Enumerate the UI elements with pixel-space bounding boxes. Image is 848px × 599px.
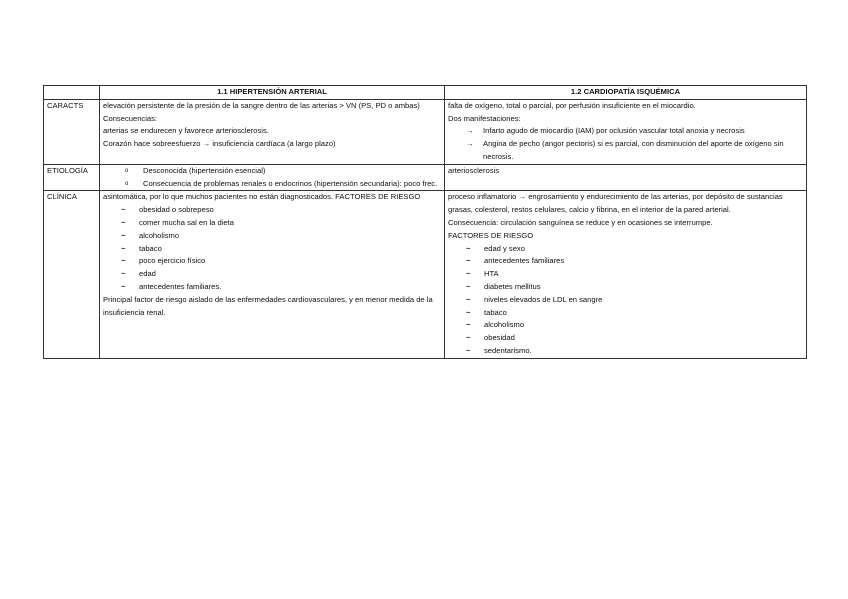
list-item-text: tabaco	[139, 243, 162, 253]
list-item-text: comer mucha sal en la dieta	[139, 217, 234, 227]
row-caracts	[44, 99, 807, 164]
arrow-bullet-icon: →	[466, 126, 474, 136]
list-item	[448, 125, 803, 138]
text-line: Principal factor de riesgo aislado de las enfermedades cardiovasculares, y en menor medida de la insuficiencia renal.	[103, 294, 433, 317]
list-item	[448, 138, 803, 164]
text-line: Consecuencia: circulación sanguínea se reduce y en ocasiones se interrumpe.	[448, 217, 713, 227]
arrow-list	[448, 125, 803, 163]
tilde-list	[448, 243, 803, 358]
cell-clinica-hta	[100, 191, 445, 358]
list-item	[448, 319, 803, 332]
circle-bullet-icon: o	[125, 167, 129, 174]
list-item-text: Infarto agudo de miocardio (IAM) por oclusión vascular total anoxia y necrosis	[483, 126, 745, 136]
list-item	[103, 281, 441, 294]
cell-etiologia-ci	[445, 164, 807, 191]
list-item	[448, 243, 803, 256]
header-row	[44, 86, 807, 100]
list-item-text: tabaco	[484, 307, 507, 317]
tilde-bullet-icon: ~	[466, 307, 471, 317]
circle-list	[103, 165, 441, 191]
list-item	[103, 268, 441, 281]
list-item-text: antecedentes familiares.	[139, 281, 222, 291]
row-clinica	[44, 191, 807, 358]
list-item	[448, 268, 803, 281]
tilde-bullet-icon: ~	[466, 333, 471, 343]
tilde-bullet-icon: ~	[121, 205, 126, 215]
tilde-bullet-icon: ~	[466, 345, 471, 355]
arrow-bullet-icon: →	[466, 139, 474, 149]
list-item-text: edad y sexo	[484, 243, 525, 253]
tilde-bullet-icon: ~	[466, 281, 471, 291]
row-etiologia	[44, 164, 807, 191]
text-line: elevación persistente de la presión de la sangre dentro de las arterias > VN (PS, PD o ambas)	[103, 100, 420, 110]
list-item	[448, 294, 803, 307]
tilde-bullet-icon: ~	[466, 269, 471, 279]
text-line: Corazón hace sobreesfuerzo → insuficiencia cardíaca (a largo plazo)	[103, 139, 336, 149]
tilde-bullet-icon: ~	[121, 243, 126, 253]
tilde-bullet-icon: ~	[466, 294, 471, 304]
text-line: Consecuencias:	[103, 113, 158, 123]
list-item-text: alcoholismo	[139, 230, 180, 240]
row-label-clinica: CLÍNICA	[44, 191, 100, 358]
tilde-bullet-icon: ~	[121, 217, 126, 227]
list-item-text: niveles elevados de LDL en sangre	[484, 294, 603, 304]
cell-etiologia-hta	[100, 164, 445, 191]
list-item-text: diabetes mellitus	[484, 281, 541, 291]
text-line: arteriosclerosis	[448, 165, 500, 175]
list-item-text: obesidad o sobrepeso	[139, 205, 214, 215]
cell-clinica-ci	[445, 191, 807, 358]
header-cell-empty	[44, 86, 100, 100]
list-item-text: edad	[139, 269, 156, 279]
list-item-text: Angina de pecho (angor pectoris) si es parcial, con disminución del aporte de oxígeno sin necrosis.	[483, 139, 784, 161]
cell-caracts-hta	[100, 99, 445, 164]
cell-caracts-ci	[445, 99, 807, 164]
list-item	[103, 243, 441, 256]
list-item	[448, 332, 803, 345]
list-item-text: Consecuencia de problemas renales o endocrinos (hipertensión secundaria): poco frec.	[143, 178, 438, 188]
tilde-bullet-icon: ~	[121, 256, 126, 266]
comparison-table	[43, 85, 807, 359]
list-item	[448, 345, 803, 358]
row-label-etiologia: ETIOLOGÍA	[44, 164, 100, 191]
list-item	[103, 204, 441, 217]
text-line: Dos manifestaciones:	[448, 113, 521, 123]
list-item	[103, 217, 441, 230]
list-item-text: HTA	[484, 269, 499, 279]
list-item	[448, 255, 803, 268]
text-line: FACTORES DE RIESGO	[448, 230, 534, 240]
list-item-text: sedentarismo.	[484, 345, 532, 355]
text-line: proceso inflamatorio → engrosamiento y endurecimiento de las arterias, por depósito de sustancias grasas, colesterol, restos celulares, calcio y fibrina, en el interior de la pared arterial.	[448, 192, 783, 215]
header-hipertension: 1.1 HIPERTENSIÓN ARTERIAL	[100, 86, 445, 100]
text-line: falta de oxígeno, total o parcial, por perfusión insuficiente en el miocardio.	[448, 100, 696, 110]
tilde-bullet-icon: ~	[121, 230, 126, 240]
list-item-text: alcoholismo	[484, 320, 525, 330]
list-item-text: Desconocida (hipertensión esencial)	[143, 165, 266, 175]
list-item	[103, 255, 441, 268]
tilde-bullet-icon: ~	[121, 281, 126, 291]
tilde-bullet-icon: ~	[466, 243, 471, 253]
list-item	[103, 230, 441, 243]
tilde-bullet-icon: ~	[121, 269, 126, 279]
list-item-text: obesidad	[484, 333, 515, 343]
list-item	[103, 165, 441, 178]
row-label-caracts: CARACTS	[44, 99, 100, 164]
text-line: asintomática, por lo que muchos pacientes no están diagnosticados. FACTORES DE RIESGO	[103, 192, 421, 202]
list-item	[103, 178, 441, 191]
tilde-bullet-icon: ~	[466, 320, 471, 330]
tilde-bullet-icon: ~	[466, 256, 471, 266]
list-item	[448, 307, 803, 320]
list-item	[448, 281, 803, 294]
text-line: arterias se endurecen y favorece arteriosclerosis.	[103, 126, 269, 136]
list-item-text: poco ejercicio físico	[139, 256, 206, 266]
list-item-text: antecedentes familiares	[484, 256, 565, 266]
header-cardiopatia: 1.2 CARDIOPATÍA ISQUÉMICA	[445, 86, 807, 100]
circle-bullet-icon: o	[125, 180, 129, 187]
tilde-list	[103, 204, 441, 294]
